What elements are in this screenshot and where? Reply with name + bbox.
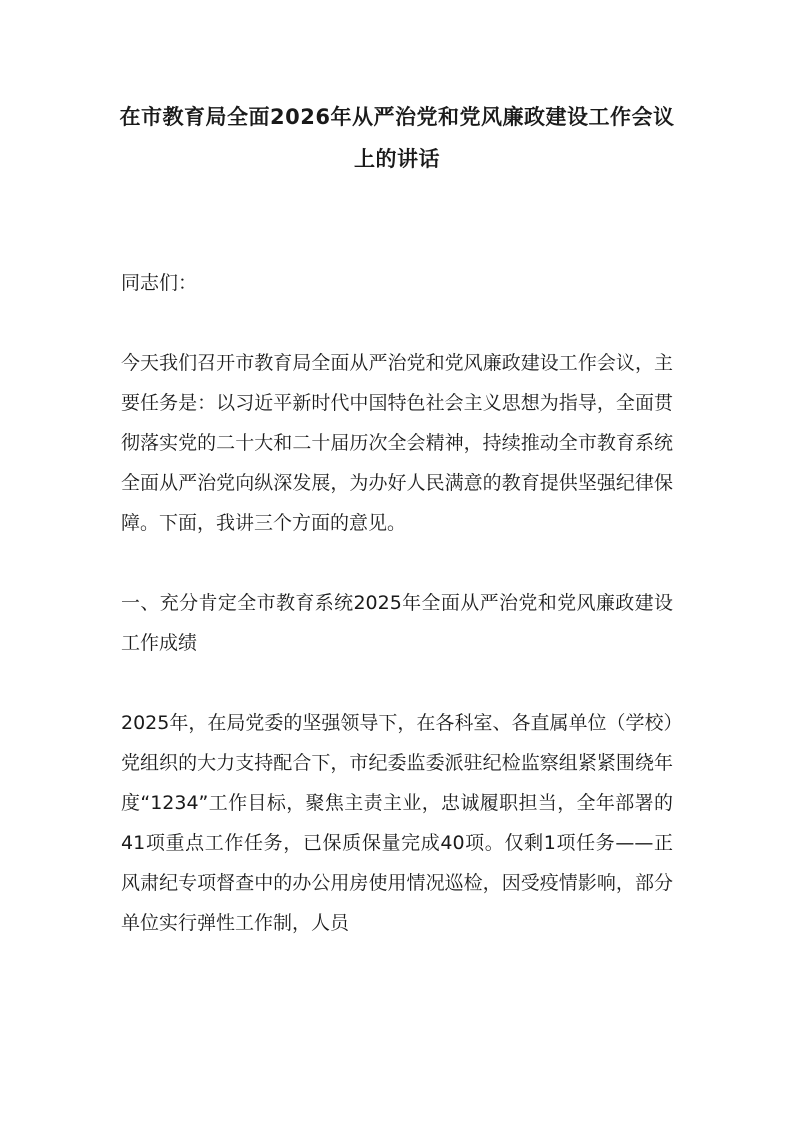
- salutation: 同志们：: [121, 272, 198, 294]
- paragraph-intro: 今天我们召开市教育局全面从严治党和党风廉政建设工作会议，主要任务是：以习近平新时代中国特色社会主义思想为指导，全面贯彻落实党的二十大和二十届历次全会精神，持续推动全市教育系统全面从严治党向纵深发展，为办好人民满意的教育提供坚强纪律保障。下面，我讲三个方面的意见。: [121, 352, 673, 534]
- document-title: 在市教育局全面2026年从严治党和党风廉政建设工作会议上的讲话: [119, 105, 675, 171]
- paragraph-2025-summary: 2025年，在局党委的坚强领导下，在各科室、各直属单位（学校）党组织的大力支持配合下，市纪委监委派驻纪检监察组紧紧围绕年度“1234”工作目标，聚焦主责主业，忠诚履职担当，全年部署的41项重点工作任务，已保质保量完成40项。仅剩1项任务——正风肃纪专项督查中的办公用房使用情况巡检，因受疫情影响，部分单位实行弹性工作制，人员: [121, 712, 673, 934]
- section-heading-1: 一、充分肯定全市教育系统2025年全面从严治党和党风廉政建设工作成绩: [121, 592, 673, 654]
- document-body: [121, 263, 673, 943]
